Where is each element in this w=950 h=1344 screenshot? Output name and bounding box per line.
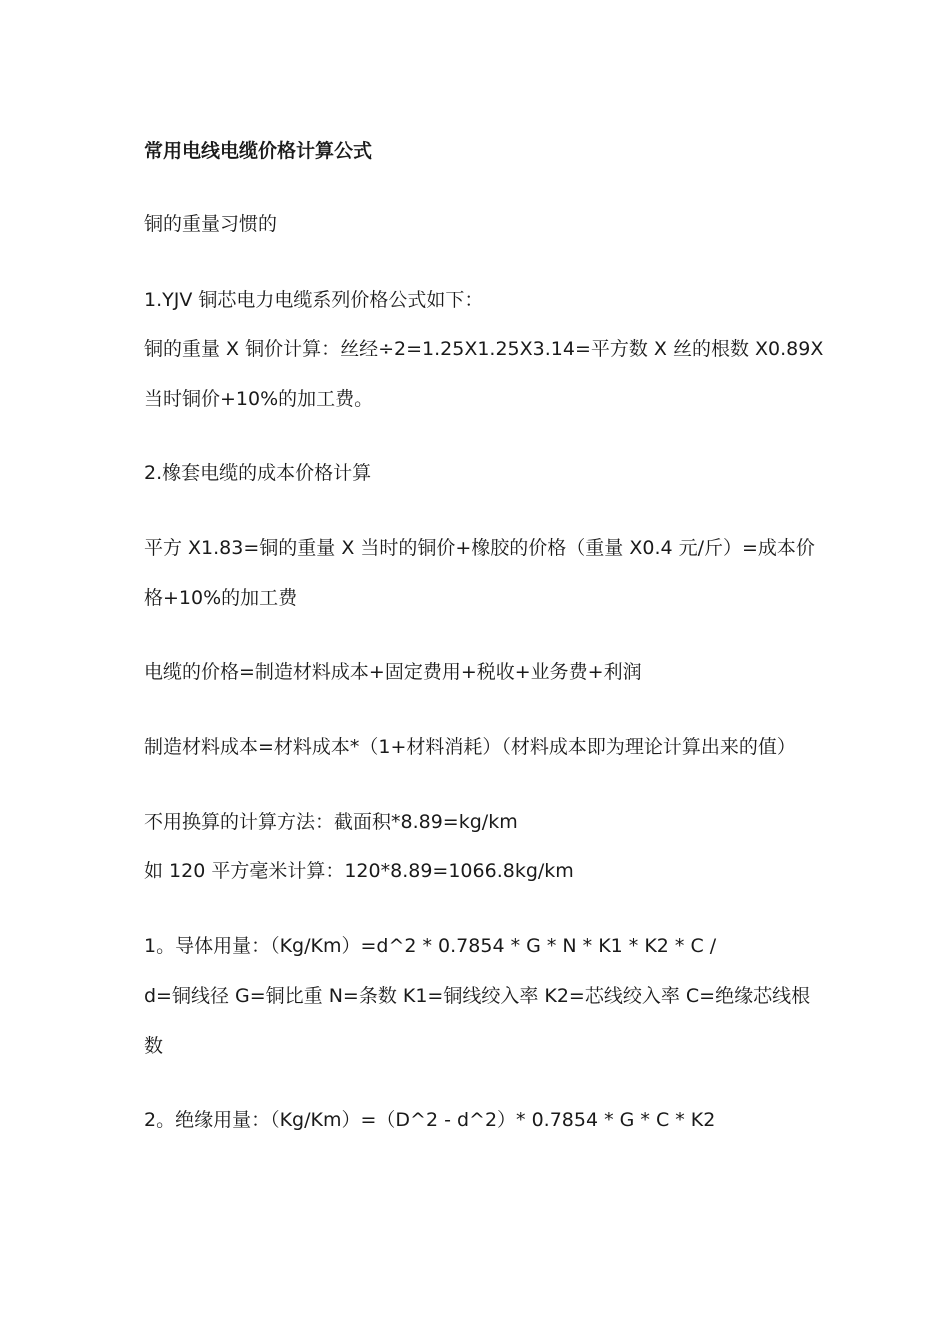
paragraph-line: 格+10%的加工费 [144, 587, 298, 609]
paragraph-line: 铜的重量 X 铜价计算：丝经÷2=1.25X1.25X3.14=平方数 X 丝的根数 X0.89X [144, 338, 824, 360]
paragraph-line: 电缆的价格=制造材料成本+固定费用+税收+业务费+利润 [144, 661, 642, 683]
paragraph-line: 1.YJV 铜芯电力电缆系列价格公式如下： [144, 289, 484, 311]
document-title: 常用电线电缆价格计算公式 [144, 140, 373, 162]
paragraph-line: 2.橡套电缆的成本价格计算 [144, 462, 372, 484]
paragraph-line: 2。绝缘用量：（Kg/Km）=（D^2 - d^2）* 0.7854 * G * C * K2 [144, 1109, 716, 1131]
paragraph-line: 平方 X1.83=铜的重量 X 当时的铜价+橡胶的价格（重量 X0.4 元/斤）=成本价 [144, 537, 815, 559]
paragraph-line: 数 [144, 1035, 164, 1057]
paragraph-line: 当时铜价+10%的加工费。 [144, 388, 374, 410]
paragraph-line: d=铜线径 G=铜比重 N=条数 K1=铜线绞入率 K2=芯线绞入率 C=绝缘芯线根 [144, 985, 811, 1007]
paragraph-line: 铜的重量习惯的 [144, 213, 278, 235]
paragraph-line: 1。导体用量：（Kg/Km）=d^2 * 0.7854 * G * N * K1 * K2 * C / [144, 935, 717, 957]
paragraph-line: 如 120 平方毫米计算：120*8.89=1066.8kg/km [144, 860, 574, 882]
paragraph-line: 不用换算的计算方法：截面积*8.89=kg/km [144, 811, 518, 833]
paragraph-line: 制造材料成本=材料成本*（1+材料消耗）（材料成本即为理论计算出来的值） [144, 736, 796, 758]
